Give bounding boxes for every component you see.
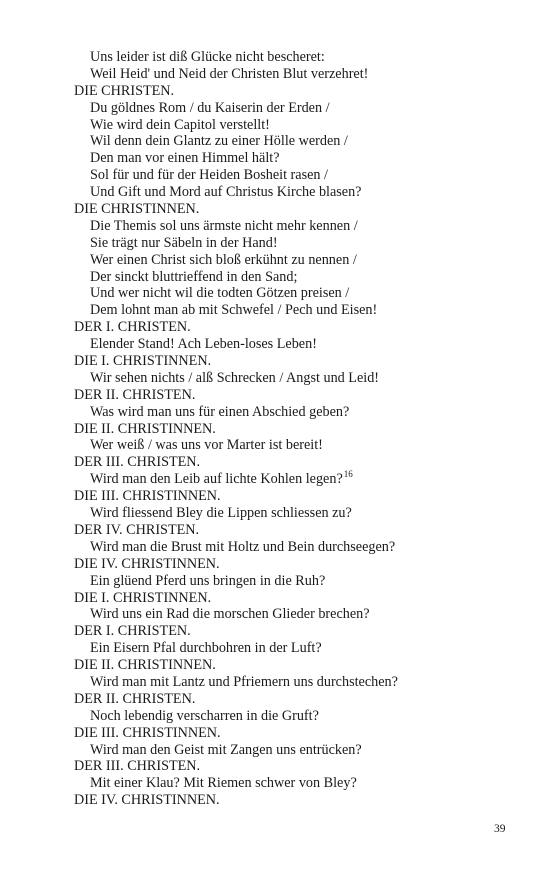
verse-line [74, 235, 514, 252]
verse-text: Ein glüend Pferd uns bringen in die Ruh? [90, 572, 326, 589]
verse-text: Was wird man uns für einen Abschied geben? [90, 403, 350, 420]
speaker-heading [74, 319, 514, 336]
verse-text: Du göldnes Rom / du Kaiserin der Erden / [90, 99, 330, 116]
verse-line [74, 252, 514, 269]
speaker-name: DER II. CHRISTEN. [74, 690, 196, 707]
speaker-heading [74, 725, 514, 742]
verse-text: Dem lohnt man ab mit Schwefel / Pech und Eisen! [90, 302, 378, 319]
verse-text: Wird man mit Lantz und Pfriemern uns durchstechen? [90, 673, 398, 690]
verse-text: Wil denn dein Glantz zu einer Hölle werden / [90, 133, 348, 150]
verse-line [74, 302, 514, 319]
text-block [74, 49, 514, 809]
verse-text: Und Gift und Mord auf Christus Kirche blasen? [90, 184, 362, 201]
verse-text: Wird fliessend Bley die Lippen schliessen zu? [90, 505, 352, 522]
verse-text: Wir sehen nichts / alß Schrecken / Angst und Leid! [90, 369, 380, 386]
speaker-heading [74, 387, 514, 404]
speaker-name: DER II. CHRISTEN. [74, 386, 196, 403]
verse-text: Noch lebendig verscharren in die Gruft? [90, 707, 319, 724]
verse-line [74, 49, 514, 66]
verse-text: Ein Eisern Pfal durchbohren in der Luft? [90, 640, 322, 657]
verse-line [74, 674, 514, 691]
speaker-name: DIE I. CHRISTINNEN. [74, 589, 212, 606]
verse-line [74, 640, 514, 657]
page-number: 39 [494, 823, 506, 835]
speaker-name: DIE IV. CHRISTINNEN. [74, 792, 220, 809]
verse-text: Wird man den Leib auf lichte Kohlen legen? [90, 471, 343, 488]
speaker-heading [74, 421, 514, 438]
verse-line [74, 742, 514, 759]
verse-line [74, 285, 514, 302]
speaker-heading [74, 454, 514, 471]
verse-text: Den man vor einen Himmel hält? [90, 150, 280, 167]
verse-line [74, 66, 514, 83]
verse-line [74, 117, 514, 134]
verse-line [74, 606, 514, 623]
speaker-name: DER I. CHRISTEN. [74, 319, 191, 336]
speaker-name: DER I. CHRISTEN. [74, 623, 191, 640]
speaker-name: DIE CHRISTINNEN. [74, 201, 200, 218]
verse-text: Sol für und für der Heiden Bosheit rasen / [90, 167, 328, 184]
speaker-heading [74, 758, 514, 775]
speaker-name: DER III. CHRISTEN. [74, 454, 201, 471]
verse-line [74, 336, 514, 353]
speaker-name: DIE II. CHRISTINNEN. [74, 420, 216, 437]
verse-text: Weil Heid' und Neid der Christen Blut verzehret! [90, 65, 369, 82]
verse-line [74, 471, 514, 488]
speaker-heading [74, 201, 514, 218]
verse-line [74, 184, 514, 201]
speaker-heading [74, 691, 514, 708]
verse-text: Wird uns ein Rad die morschen Glieder brechen? [90, 606, 370, 623]
verse-text: Sie trägt nur Säbeln in der Hand! [90, 234, 278, 251]
verse-line [74, 505, 514, 522]
verse-line [74, 218, 514, 235]
speaker-name: DIE III. CHRISTINNEN. [74, 488, 221, 505]
speaker-heading [74, 488, 514, 505]
verse-text: Wird man den Geist mit Zangen uns entrücken? [90, 741, 362, 758]
verse-text: Wie wird dein Capitol verstellt! [90, 116, 270, 133]
verse-text: Elender Stand! Ach Leben-loses Leben! [90, 336, 317, 353]
verse-text: Wer weiß / was uns vor Marter ist bereit! [90, 437, 323, 454]
verse-line [74, 437, 514, 454]
verse-line [74, 775, 514, 792]
verse-line [74, 150, 514, 167]
verse-text: Wer einen Christ sich bloß erkühnt zu nennen / [90, 251, 357, 268]
verse-text: Und wer nicht wil die todten Götzen preisen / [90, 285, 350, 302]
speaker-name: DER III. CHRISTEN. [74, 758, 201, 775]
verse-line [74, 167, 514, 184]
verse-line [74, 708, 514, 725]
verse-text: Mit einer Klau? Mit Riemen schwer von Bley? [90, 775, 357, 792]
verse-text: Der sinckt bluttrieffend in den Sand; [90, 268, 298, 285]
verse-text: Die Themis sol uns ärmste nicht mehr kennen / [90, 217, 358, 234]
speaker-name: DIE I. CHRISTINNEN. [74, 353, 212, 370]
speaker-name: DER IV. CHRISTEN. [74, 521, 200, 538]
speaker-name: DIE III. CHRISTINNEN. [74, 724, 221, 741]
verse-line [74, 133, 514, 150]
verse-line [74, 404, 514, 421]
verse-line [74, 573, 514, 590]
speaker-heading [74, 83, 514, 100]
verse-line [74, 100, 514, 117]
speaker-heading [74, 623, 514, 640]
speaker-name: DIE IV. CHRISTINNEN. [74, 555, 220, 572]
verse-line [74, 269, 514, 286]
speaker-heading [74, 590, 514, 607]
speaker-heading [74, 792, 514, 809]
speaker-heading [74, 522, 514, 539]
verse-text: Uns leider ist diß Glücke nicht bescheret: [90, 49, 325, 65]
speaker-heading [74, 657, 514, 674]
speaker-name: DIE II. CHRISTINNEN. [74, 657, 216, 674]
verse-line [74, 370, 514, 387]
speaker-heading [74, 556, 514, 573]
verse-line [74, 539, 514, 556]
footnote-marker[interactable]: 16 [343, 469, 353, 480]
verse-text: Wird man die Brust mit Holtz und Bein durchseegen? [90, 538, 396, 555]
speaker-name: DIE CHRISTEN. [74, 82, 175, 99]
speaker-heading [74, 353, 514, 370]
